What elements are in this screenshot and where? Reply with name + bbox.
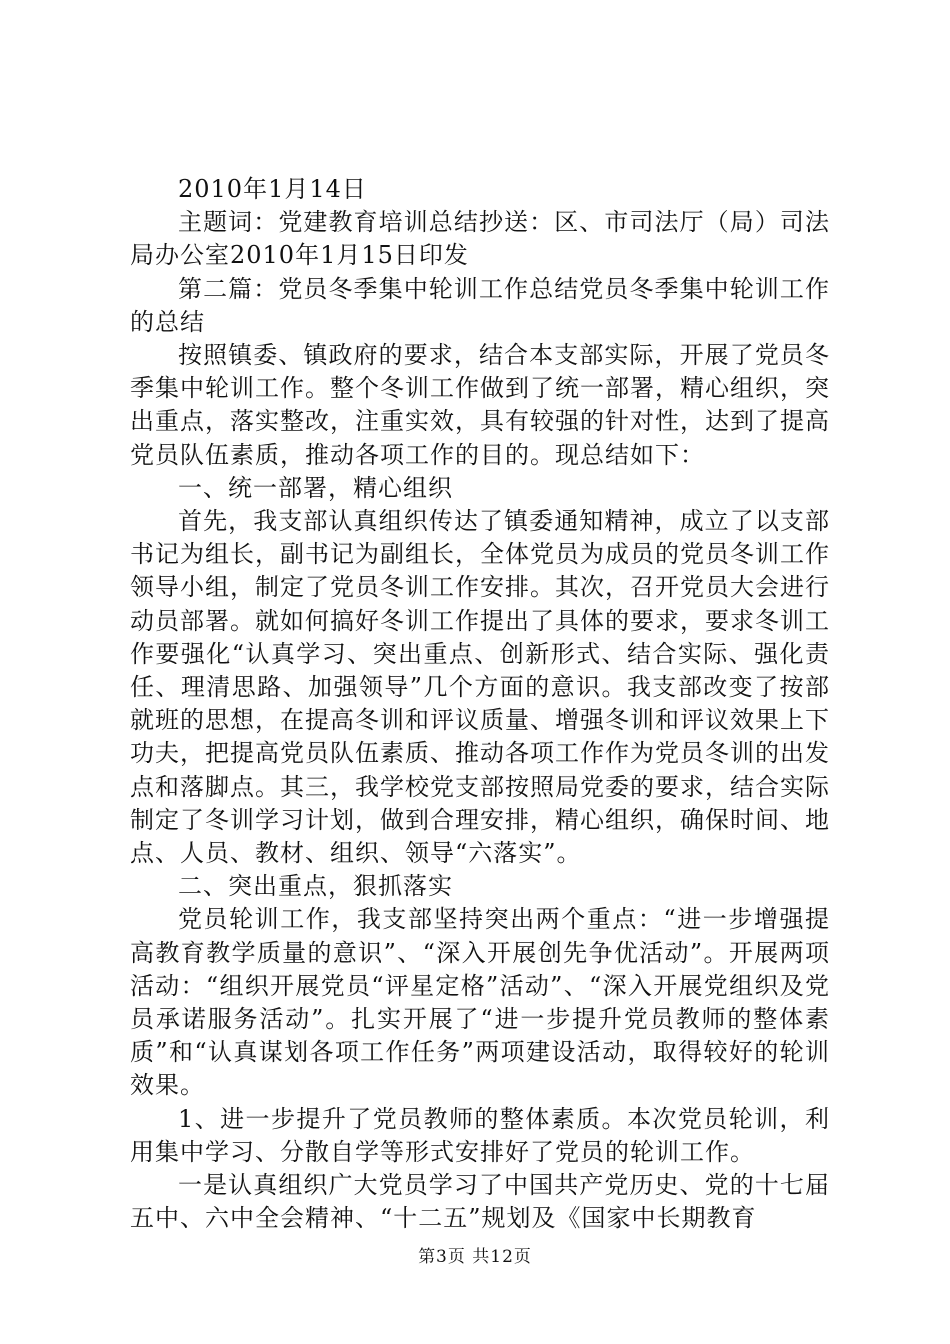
document-body: [130, 173, 830, 1236]
section-heading-2: 二、突出重点，狠抓落实: [178, 872, 453, 901]
paragraph-second-title: 第二篇：党员冬季集中轮训工作总结党员冬季集中轮训工作的总结: [130, 274, 830, 336]
page-number-footer: 第3页 共12页: [418, 1247, 532, 1267]
paragraph-item-1-point-1: 一是认真组织广大党员学习了中国共产党历史、党的十七届五中、六中全会精神、“十二五”规划及《国家中长期教育: [130, 1171, 830, 1233]
paragraph-item-1: 1、进一步提升了党员教师的整体素质。本次党员轮训，利用集中学习、分散自学等形式安排好了党员的轮训工作。: [130, 1104, 830, 1166]
paragraph-section-2: 党员轮训工作，我支部坚持突出两个重点：“进一步增强提高教育教学质量的意识”、“深入开展创先争优活动”。开展两项活动：“组织开展党员“评星定格”活动”、“深入开展党组织及党员承诺服务活动”。扎实开展了“进一步提升党员教师的整体素质”和“认真谋划各项工作任务”两项建设活动，取得较好的轮训效果。: [130, 905, 830, 1100]
paragraph-intro: 按照镇委、镇政府的要求，结合本支部实际，开展了党员冬季集中轮训工作。整个冬训工作做到了统一部署，精心组织，突出重点，落实整改，注重实效，具有较强的针对性，达到了提高党员队伍素质，推动各项工作的目的。现总结如下：: [130, 341, 830, 469]
paragraph-section-1: 首先，我支部认真组织传达了镇委通知精神，成立了以支部书记为组长，副书记为副组长，全体党员为成员的党员冬训工作领导小组，制定了党员冬训工作安排。其次，召开党员大会进行动员部署。就如何搞好冬训工作提出了具体的要求，要求冬训工作要强化“认真学习、突出重点、创新形式、结合实际、强化责任、理清思路、加强领导”几个方面的意识。我支部改变了按部就班的思想，在提高冬训和评议质量、增强冬训和评议效果上下功夫，把提高党员队伍素质、推动各项工作作为党员冬训的出发点和落脚点。其三，我学校党支部按照局党委的要求，结合实际制定了冬训学习计划，做到合理安排，精心组织，确保时间、地点、人员、教材、组织、领导“六落实”。: [130, 507, 830, 868]
section-heading-1: 一、统一部署，精心组织: [178, 473, 453, 502]
paragraph-subject-words: 主题词：党建教育培训总结抄送：区、市司法厅（局）司法局办公室2010年1月15日印发: [130, 208, 830, 270]
paragraph-date: 2010年1月14日: [178, 175, 367, 203]
